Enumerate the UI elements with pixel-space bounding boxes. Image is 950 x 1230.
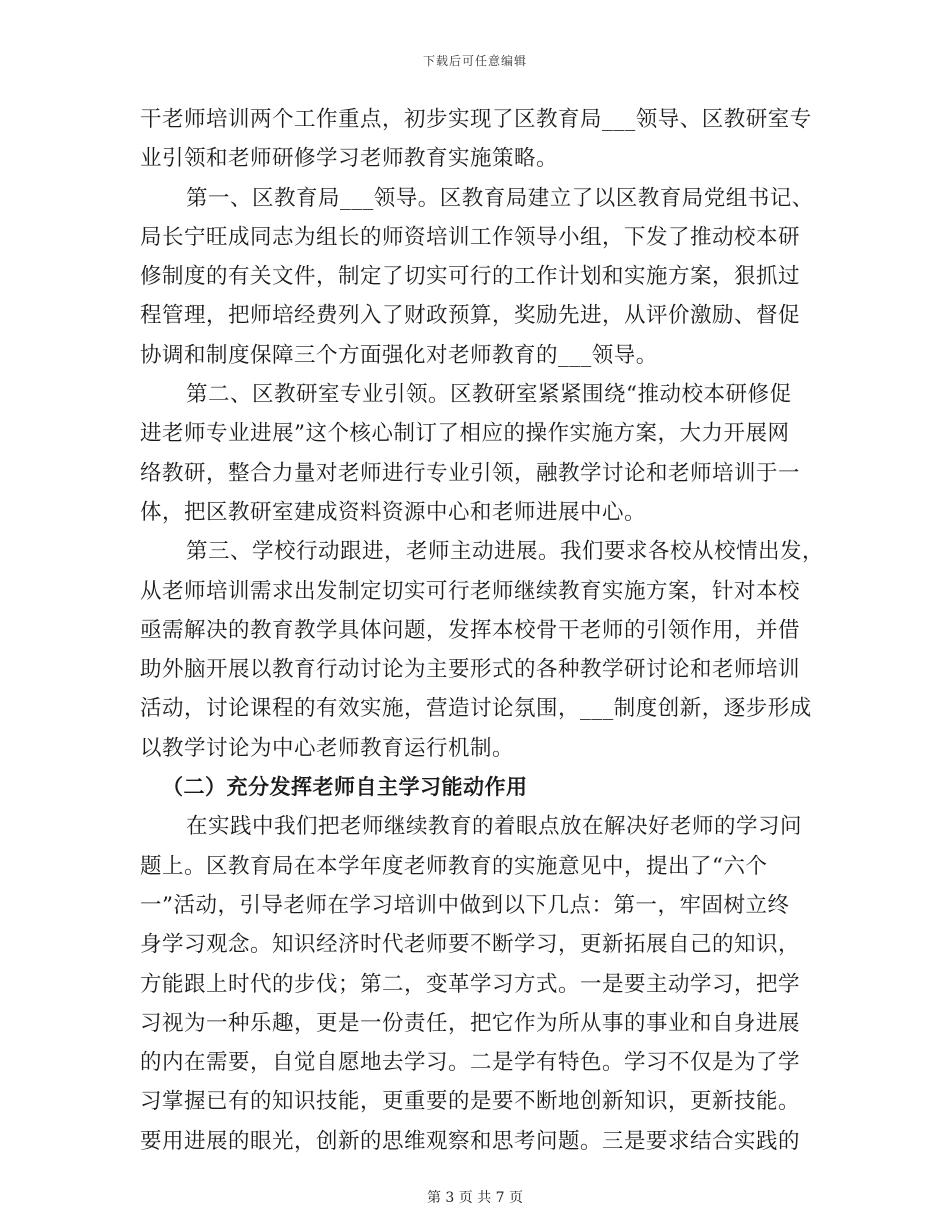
text-line: 的内在需要，自觉自愿地去学习。二是学有特色。学习不仅是为了学 xyxy=(140,1050,801,1076)
paragraph-start-line: 第一、区教育局___领导。区教育局建立了以区教育局党组书记、 xyxy=(186,185,814,211)
text-line: 助外脑开展以教育行动讨论为主要形式的各种教学研讨论和老师培训 xyxy=(140,657,801,683)
text-line: 干老师培训两个工作重点，初步实现了区教育局___领导、区教研室专 xyxy=(140,107,812,132)
text-line: 习视为一种乐趣，更是一份责任，把它作为所从事的事业和自身进展 xyxy=(140,1010,801,1036)
text-line: 体，把区教研室建成资料资源中心和老师进展中心。 xyxy=(140,499,647,525)
text-line: 亟需解决的教育教学具体问题，发挥本校骨干老师的引领作用，并借 xyxy=(140,617,801,643)
document-body xyxy=(140,100,825,1161)
paragraph-start-line: 第三、学校行动跟进，老师主动进展。我们要求各校从校情出发， xyxy=(186,539,825,565)
text-line: 要用进展的眼光，创新的思维观察和思考问题。三是要求结合实践的 xyxy=(140,1128,801,1154)
text-line: 活动，讨论课程的有效实施，营造讨论氛围，___制度创新，逐步形成 xyxy=(140,696,812,722)
text-line: 从老师培训需求出发制定切实可行老师继续教育实施方案，针对本校 xyxy=(140,578,801,604)
paragraph-start-line: 在实践中我们把老师继续教育的着眼点放在解决好老师的学习问 xyxy=(186,814,803,840)
text-line: 局长宁旺成同志为组长的师资培训工作领导小组，下发了推动校本研 xyxy=(140,224,801,250)
paragraph-start-line: 第二、区教研室专业引领。区教研室紧紧围绕“推动校本研修促 xyxy=(186,382,792,408)
page-footer: 第 3 页 共 7 页 xyxy=(426,1190,524,1206)
text-line: 修制度的有关文件，制定了切实可行的工作计划和实施方案，狠抓过 xyxy=(140,264,801,290)
text-line: 进老师专业进展”这个核心制订了相应的操作实施方案，大力开展网 xyxy=(140,421,790,447)
text-line: 方能跟上时代的步伐；第二，变革学习方式。一是要主动学习，把学 xyxy=(140,971,801,997)
section-heading: （二）充分发挥老师自主学习能动作用 xyxy=(162,775,528,800)
text-line: 一”活动，引导老师在学习培训中做到以下几点：第一，牢固树立终 xyxy=(140,892,790,918)
text-line: 习掌握已有的知识技能，更重要的是要不断地创新知识，更新技能。 xyxy=(140,1089,801,1115)
text-line: 程管理，把师培经费列入了财政预算，奖励先进，从评价激励、督促 xyxy=(140,303,801,329)
text-line: 题上。区教育局在本学年度老师教育的实施意见中，提出了“六个 xyxy=(140,853,768,879)
page-header: 下载后可任意编辑 xyxy=(422,54,527,68)
text-line: 协调和制度保障三个方面强化对老师教育的___领导。 xyxy=(140,342,658,368)
text-line: 络教研，整合力量对老师进行专业引领，融教学讨论和老师培训于一 xyxy=(140,460,801,486)
text-line: 身学习观念。知识经济时代老师要不断学习，更新拓展自己的知识， xyxy=(140,932,801,958)
text-line: 业引领和老师研修学习老师教育实施策略。 xyxy=(140,146,559,172)
text-line: 以教学讨论为中心老师教育运行机制。 xyxy=(140,735,515,761)
